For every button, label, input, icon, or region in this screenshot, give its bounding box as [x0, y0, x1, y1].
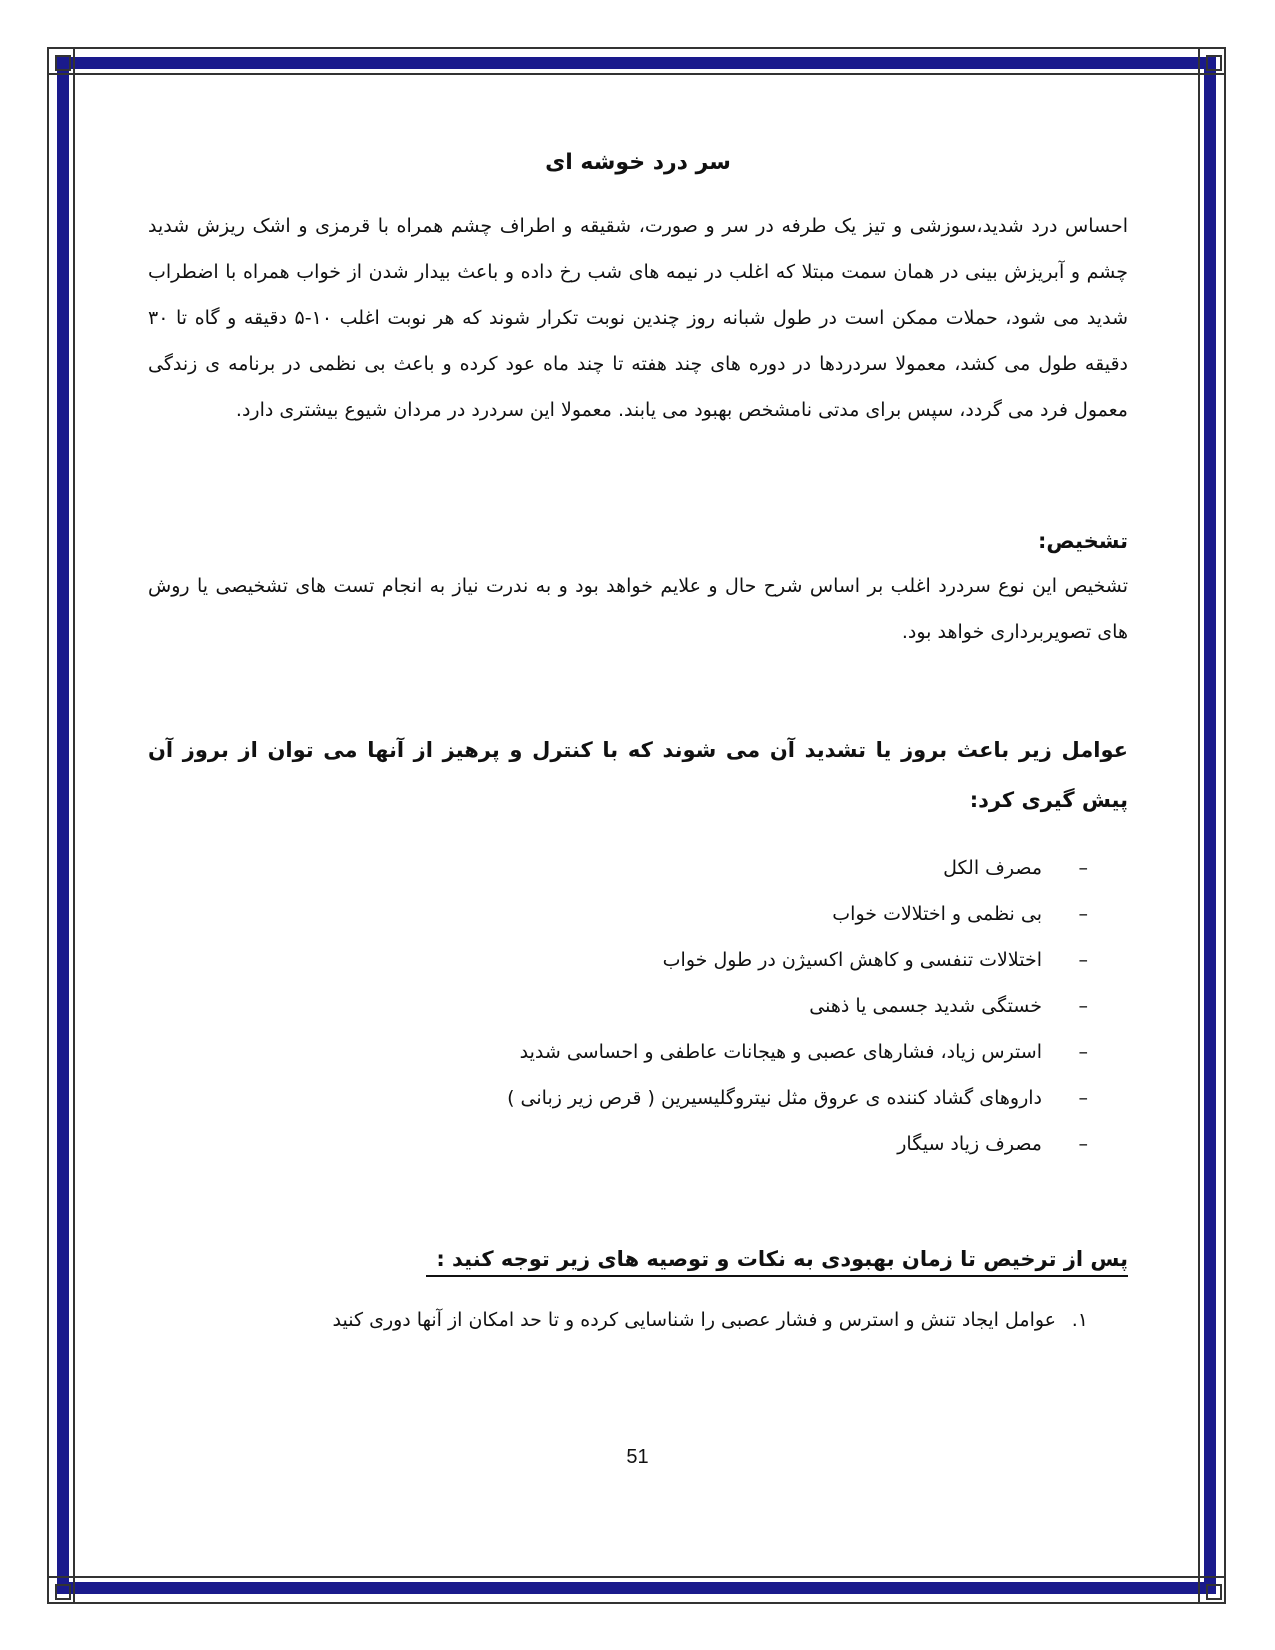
list-item — [148, 983, 1088, 1029]
list-item — [148, 1297, 1088, 1343]
list-item — [148, 1029, 1088, 1075]
dash-bullet: – — [1078, 903, 1088, 925]
list-item-text: مصرف الکل — [943, 857, 1042, 879]
intro-paragraph: احساس درد شدید،سوزشی و تیز یک طرفه در سر و صورت، شقیقه و اطراف چشم همراه با قرمزی و اشک ریزش شدید چشم و آبریزش بینی در همان سمت مبتلا که اغلب در نیمه های شب رخ داده و باعث بیدار شدن از خواب همراه با اضطراب شدید می شود، حملات ممکن است در طول شبانه روز چندین نوبت تکرار شوند که هر نوبت اغلب ۱۰-۵ دقیقه و گاه تا ۳۰ دقیقه طول می کشد، معمولا سردردها در دوره های چند هفته تا چند ماه عود کرده و باعث بی نظمی در برنامه ی زندگی معمول فرد می گردد، سپس برای مدتی نامشخص بهبود می یابند. معمولا این سردرد در مردان شیوع بیشتری دارد. — [148, 215, 1128, 421]
list-item-text: مصرف زیاد سیگار — [897, 1133, 1042, 1155]
dash-bullet: – — [1078, 949, 1088, 971]
page-title: سر درد خوشه ای — [545, 150, 731, 175]
diagnosis-paragraph: تشخیص این نوع سردرد اغلب بر اساس شرح حال و علایم خواهد بود و به ندرت نیاز به انجام تست های تشخیصی یا روش های تصویربرداری خواهد بود. — [148, 575, 1128, 643]
list-item-text: بی نظمی و اختلالات خواب — [832, 903, 1042, 925]
list-item-text: خستگی شدید جسمی یا ذهنی — [809, 995, 1042, 1017]
list-item — [148, 891, 1088, 937]
list-item-text: عوامل ایجاد تنش و استرس و فشار عصبی را شناسایی کرده و تا حد امکان از آنها دوری کنید — [332, 1309, 1056, 1331]
dash-bullet: – — [1078, 1133, 1088, 1155]
list-item-text: استرس زیاد، فشارهای عصبی و هیجانات عاطفی و احساسی شدید — [519, 1041, 1042, 1063]
page-number: 51 — [626, 1446, 649, 1468]
dash-bullet: – — [1078, 995, 1088, 1017]
list-item — [148, 845, 1088, 891]
advice-list — [148, 1297, 1128, 1343]
corner-ornament-top-left — [47, 47, 75, 75]
dash-bullet: – — [1078, 1087, 1088, 1109]
list-item — [148, 1121, 1088, 1167]
document-body — [148, 140, 1128, 1343]
corner-ornament-top-right — [1198, 47, 1226, 75]
factors-heading: عوامل زیر باعث بروز یا تشدید آن می شوند که با کنترل و پرهیز از آنها می توان از بروز آن پیش گیری کرد: — [148, 738, 1128, 812]
item-number: ۱. — [1071, 1309, 1088, 1331]
list-item-text: داروهای گشاد کننده ی عروق مثل نیتروگلیسیرین ( قرص زیر زبانی ) — [507, 1087, 1042, 1109]
list-item — [148, 1075, 1088, 1121]
list-item — [148, 937, 1088, 983]
corner-ornament-bottom-left — [47, 1576, 75, 1604]
factors-list — [148, 845, 1128, 1167]
dash-bullet: – — [1078, 857, 1088, 879]
list-item-text: اختلالات تنفسی و کاهش اکسیژن در طول خواب — [662, 949, 1042, 971]
dash-bullet: – — [1078, 1041, 1088, 1063]
advice-heading: پس از ترخیص تا زمان بهبودی به نکات و توصیه های زیر توجه کنید : — [426, 1247, 1128, 1277]
corner-ornament-bottom-right — [1198, 1576, 1226, 1604]
diagnosis-heading: تشخیص: — [1037, 529, 1128, 553]
